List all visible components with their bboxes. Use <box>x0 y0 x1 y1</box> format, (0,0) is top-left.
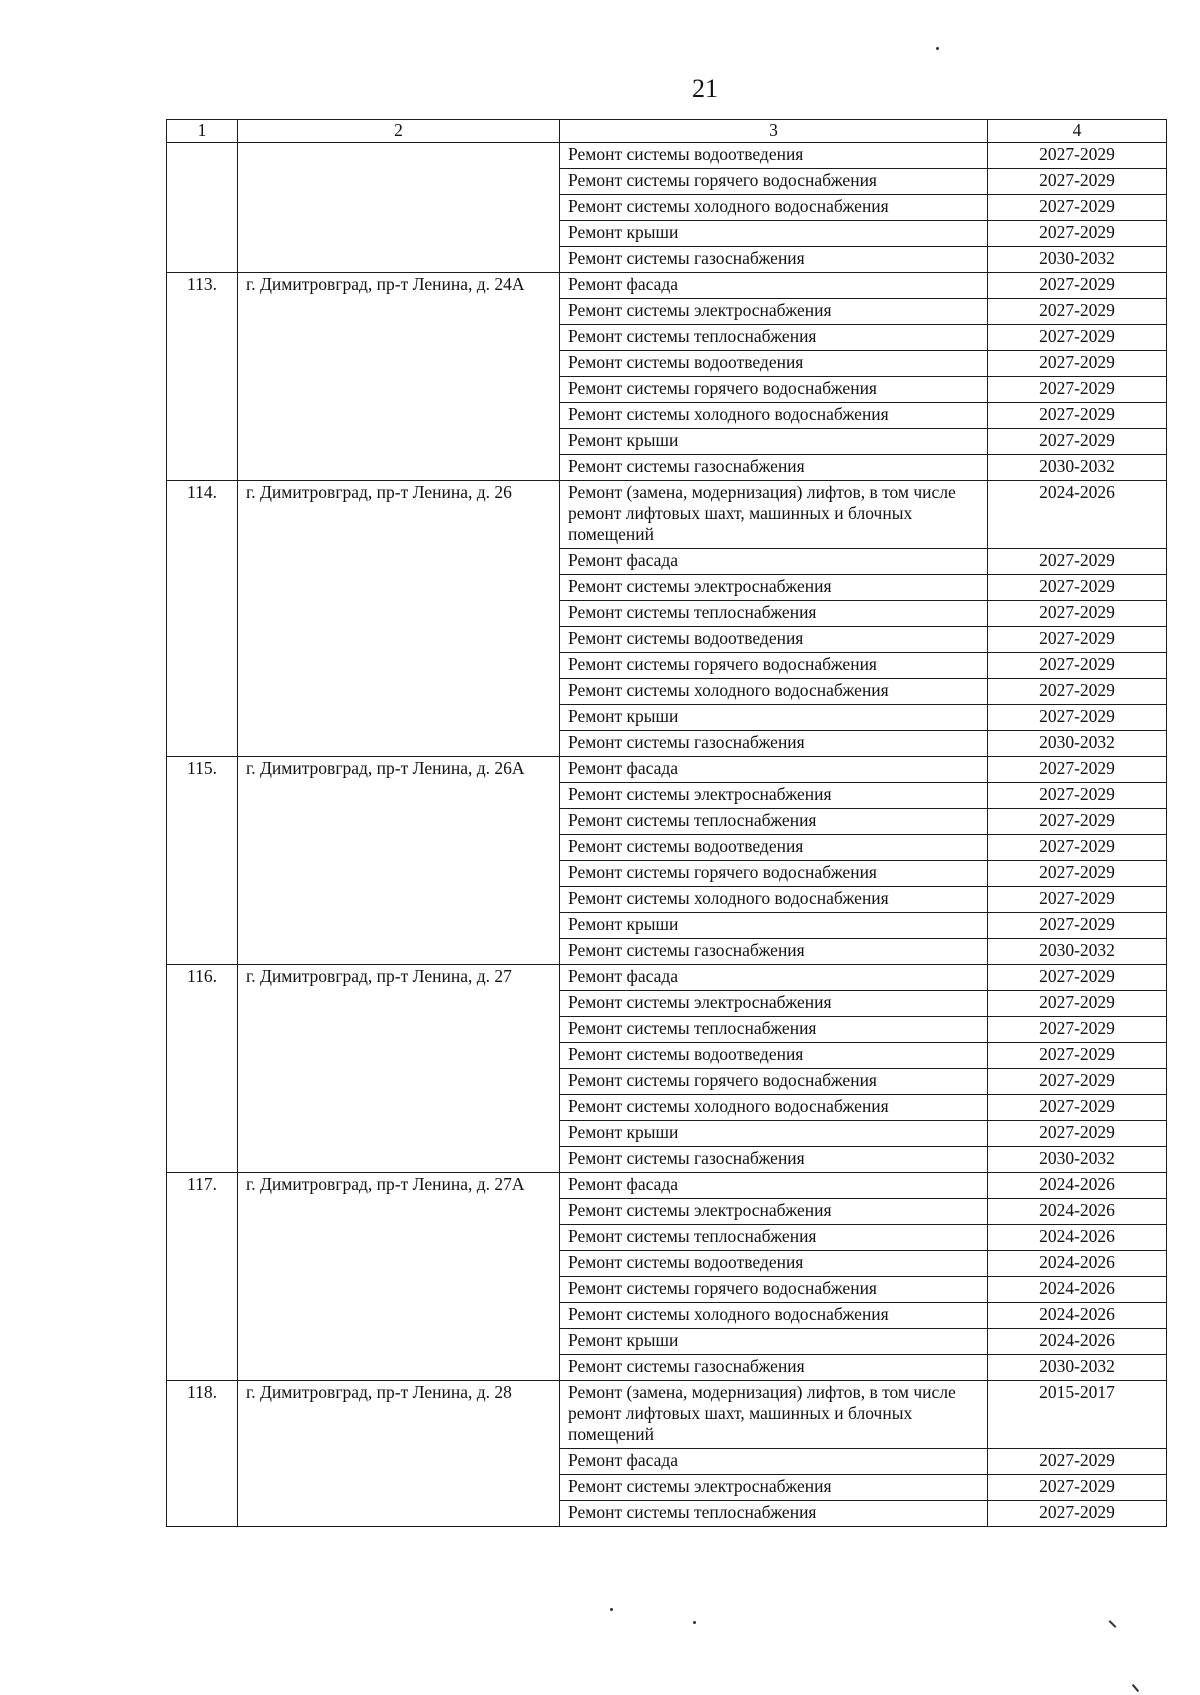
work-type-cell: Ремонт фасада <box>560 965 988 991</box>
work-type-cell: Ремонт системы водоотведения <box>560 835 988 861</box>
entry-number: 116. <box>167 965 238 1173</box>
work-type-cell: Ремонт системы водоотведения <box>560 1043 988 1069</box>
scan-speck <box>610 1608 613 1611</box>
work-type-cell: Ремонт фасада <box>560 1173 988 1199</box>
work-type-cell: Ремонт системы электроснабжения <box>560 1199 988 1225</box>
entry-number: 114. <box>167 481 238 757</box>
period-cell: 2024-2026 <box>988 1277 1167 1303</box>
work-type-cell: Ремонт системы водоотведения <box>560 627 988 653</box>
table-body <box>167 143 1167 1527</box>
period-cell: 2027-2029 <box>988 1121 1167 1147</box>
work-type-cell: Ремонт системы холодного водоснабжения <box>560 887 988 913</box>
work-type-cell: Ремонт системы теплоснабжения <box>560 325 988 351</box>
entry-number: 118. <box>167 1381 238 1527</box>
work-type-cell: Ремонт системы горячего водоснабжения <box>560 377 988 403</box>
work-type-cell: Ремонт системы газоснабжения <box>560 1355 988 1381</box>
period-cell: 2027-2029 <box>988 549 1167 575</box>
column-header-4: 4 <box>988 120 1167 143</box>
scan-speck <box>693 1621 696 1624</box>
work-type-cell: Ремонт системы электроснабжения <box>560 991 988 1017</box>
period-cell: 2030-2032 <box>988 939 1167 965</box>
column-header-3: 3 <box>560 120 988 143</box>
period-cell: 2027-2029 <box>988 169 1167 195</box>
period-cell: 2027-2029 <box>988 221 1167 247</box>
period-cell: 2030-2032 <box>988 455 1167 481</box>
period-cell: 2027-2029 <box>988 273 1167 299</box>
building-address: г. Димитровград, пр-т Ленина, д. 26А <box>238 757 560 965</box>
period-cell: 2024-2026 <box>988 1225 1167 1251</box>
period-cell: 2027-2029 <box>988 887 1167 913</box>
period-cell: 2027-2029 <box>988 757 1167 783</box>
column-header-2: 2 <box>238 120 560 143</box>
period-cell: 2024-2026 <box>988 1251 1167 1277</box>
building-address: г. Димитровград, пр-т Ленина, д. 24А <box>238 273 560 481</box>
table-row <box>167 757 1167 783</box>
work-type-cell: Ремонт крыши <box>560 913 988 939</box>
work-type-cell: Ремонт системы газоснабжения <box>560 247 988 273</box>
building-address: г. Димитровград, пр-т Ленина, д. 27 <box>238 965 560 1173</box>
work-type-cell: Ремонт системы горячего водоснабжения <box>560 653 988 679</box>
period-cell: 2027-2029 <box>988 627 1167 653</box>
period-cell: 2027-2029 <box>988 1017 1167 1043</box>
work-type-cell: Ремонт системы водоотведения <box>560 351 988 377</box>
work-type-cell: Ремонт системы теплоснабжения <box>560 809 988 835</box>
work-type-cell: Ремонт системы холодного водоснабжения <box>560 1095 988 1121</box>
period-cell: 2027-2029 <box>988 679 1167 705</box>
column-header-1: 1 <box>167 120 238 143</box>
period-cell: 2030-2032 <box>988 1147 1167 1173</box>
work-type-cell: Ремонт фасада <box>560 549 988 575</box>
work-type-cell: Ремонт системы горячего водоснабжения <box>560 169 988 195</box>
period-cell: 2027-2029 <box>988 1043 1167 1069</box>
period-cell: 2024-2026 <box>988 1173 1167 1199</box>
work-type-cell: Ремонт системы газоснабжения <box>560 939 988 965</box>
work-type-cell: Ремонт системы холодного водоснабжения <box>560 403 988 429</box>
work-type-cell: Ремонт системы электроснабжения <box>560 783 988 809</box>
work-type-cell: Ремонт крыши <box>560 221 988 247</box>
work-type-cell: Ремонт системы водоотведения <box>560 1251 988 1277</box>
repair-schedule-table <box>166 119 1167 1527</box>
work-type-cell: Ремонт системы электроснабжения <box>560 299 988 325</box>
period-cell: 2027-2029 <box>988 965 1167 991</box>
table-row <box>167 965 1167 991</box>
work-type-cell: Ремонт системы теплоснабжения <box>560 1501 988 1527</box>
period-cell: 2027-2029 <box>988 809 1167 835</box>
period-cell: 2027-2029 <box>988 601 1167 627</box>
period-cell: 2024-2026 <box>988 1199 1167 1225</box>
entry-number-cell <box>167 143 238 273</box>
column-number-row <box>167 120 1167 143</box>
table-row <box>167 1173 1167 1199</box>
scan-speck <box>936 47 939 50</box>
work-type-cell: Ремонт крыши <box>560 1121 988 1147</box>
period-cell: 2024-2026 <box>988 1329 1167 1355</box>
work-type-cell: Ремонт системы электроснабжения <box>560 575 988 601</box>
work-type-cell: Ремонт крыши <box>560 705 988 731</box>
page-number: 21 <box>692 74 718 103</box>
building-address: г. Димитровград, пр-т Ленина, д. 26 <box>238 481 560 757</box>
work-type-cell: Ремонт системы горячего водоснабжения <box>560 1277 988 1303</box>
work-type-cell: Ремонт системы холодного водоснабжения <box>560 679 988 705</box>
period-cell: 2027-2029 <box>988 299 1167 325</box>
entry-number: 117. <box>167 1173 238 1381</box>
scan-speck <box>1132 1684 1139 1692</box>
period-cell: 2027-2029 <box>988 835 1167 861</box>
table-row <box>167 1381 1167 1449</box>
table-row <box>167 273 1167 299</box>
entry-number: 115. <box>167 757 238 965</box>
period-cell: 2027-2029 <box>988 377 1167 403</box>
period-cell: 2030-2032 <box>988 247 1167 273</box>
period-cell: 2027-2029 <box>988 403 1167 429</box>
work-type-cell: Ремонт (замена, модернизация) лифтов, в том числе ремонт лифтовых шахт, машинных и блочных помещений <box>560 481 988 549</box>
work-type-cell: Ремонт (замена, модернизация) лифтов, в том числе ремонт лифтовых шахт, машинных и блочных помещений <box>560 1381 988 1449</box>
table-row <box>167 143 1167 169</box>
work-type-cell: Ремонт системы холодного водоснабжения <box>560 195 988 221</box>
work-type-cell: Ремонт системы теплоснабжения <box>560 601 988 627</box>
work-type-cell: Ремонт системы газоснабжения <box>560 1147 988 1173</box>
work-type-cell: Ремонт системы горячего водоснабжения <box>560 861 988 887</box>
period-cell: 2027-2029 <box>988 429 1167 455</box>
building-address: г. Димитровград, пр-т Ленина, д. 28 <box>238 1381 560 1527</box>
work-type-cell: Ремонт фасада <box>560 1449 988 1475</box>
period-cell: 2027-2029 <box>988 991 1167 1017</box>
address-cell <box>238 143 560 273</box>
period-cell: 2015-2017 <box>988 1381 1167 1449</box>
period-cell: 2027-2029 <box>988 1449 1167 1475</box>
period-cell: 2027-2029 <box>988 1475 1167 1501</box>
period-cell: 2030-2032 <box>988 731 1167 757</box>
period-cell: 2027-2029 <box>988 351 1167 377</box>
period-cell: 2027-2029 <box>988 705 1167 731</box>
period-cell: 2027-2029 <box>988 861 1167 887</box>
work-type-cell: Ремонт системы газоснабжения <box>560 731 988 757</box>
work-type-cell: Ремонт системы электроснабжения <box>560 1475 988 1501</box>
work-type-cell: Ремонт крыши <box>560 1329 988 1355</box>
period-cell: 2027-2029 <box>988 195 1167 221</box>
work-type-cell: Ремонт системы холодного водоснабжения <box>560 1303 988 1329</box>
period-cell: 2030-2032 <box>988 1355 1167 1381</box>
period-cell: 2024-2026 <box>988 1303 1167 1329</box>
entry-number: 113. <box>167 273 238 481</box>
scan-speck <box>1109 1620 1117 1628</box>
period-cell: 2027-2029 <box>988 913 1167 939</box>
work-type-cell: Ремонт системы горячего водоснабжения <box>560 1069 988 1095</box>
building-address: г. Димитровград, пр-т Ленина, д. 27А <box>238 1173 560 1381</box>
table-row <box>167 481 1167 549</box>
period-cell: 2027-2029 <box>988 575 1167 601</box>
work-type-cell: Ремонт системы водоотведения <box>560 143 988 169</box>
period-cell: 2027-2029 <box>988 1501 1167 1527</box>
period-cell: 2027-2029 <box>988 653 1167 679</box>
period-cell: 2024-2026 <box>988 481 1167 549</box>
work-type-cell: Ремонт фасада <box>560 273 988 299</box>
work-type-cell: Ремонт фасада <box>560 757 988 783</box>
work-type-cell: Ремонт системы теплоснабжения <box>560 1225 988 1251</box>
period-cell: 2027-2029 <box>988 325 1167 351</box>
period-cell: 2027-2029 <box>988 1095 1167 1121</box>
work-type-cell: Ремонт системы теплоснабжения <box>560 1017 988 1043</box>
period-cell: 2027-2029 <box>988 1069 1167 1095</box>
work-type-cell: Ремонт крыши <box>560 429 988 455</box>
work-type-cell: Ремонт системы газоснабжения <box>560 455 988 481</box>
period-cell: 2027-2029 <box>988 783 1167 809</box>
period-cell: 2027-2029 <box>988 143 1167 169</box>
